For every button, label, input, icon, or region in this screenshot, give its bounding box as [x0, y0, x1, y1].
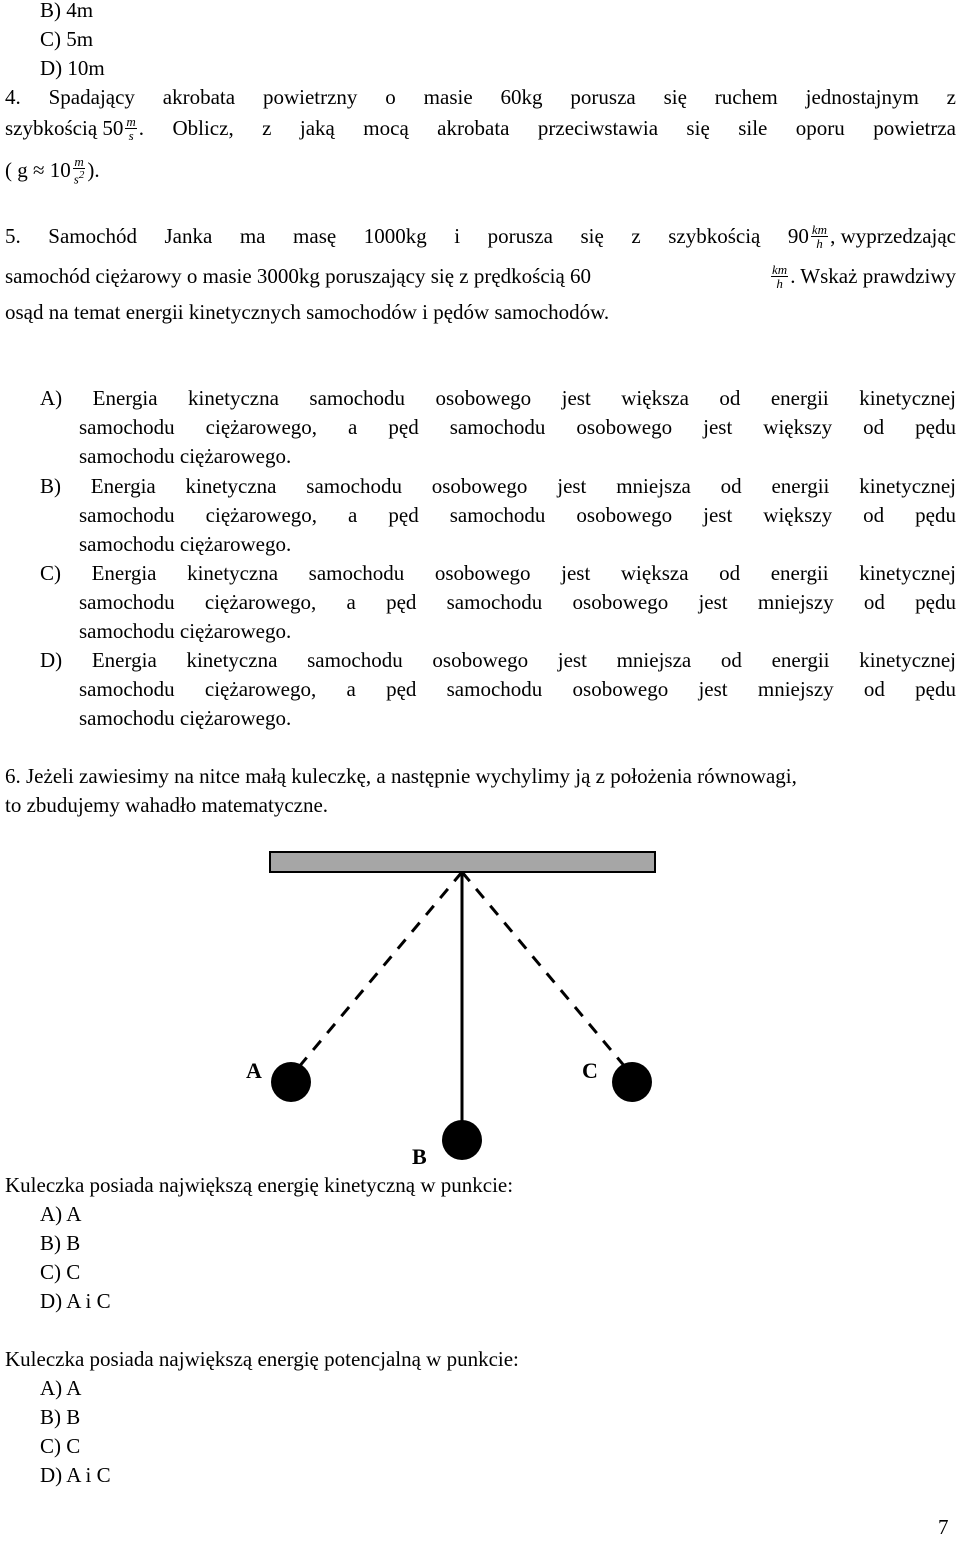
ball-a — [271, 1062, 311, 1102]
q5-line-2-post: . Wskaż prawdziwy — [790, 264, 956, 288]
q3-option-b: B) 4m — [40, 0, 94, 22]
q4-unit-numerator: m — [126, 113, 136, 129]
q3-option-d: D) 10m — [40, 56, 105, 80]
q5-answer-d-line-3: samochodu ciężarowego. — [79, 706, 292, 730]
q3-option-c: C) 5m — [40, 27, 94, 51]
q6-kinetic-question: Kuleczka posiada największą energię kinetyczną w punkcie: — [5, 1173, 514, 1197]
string-c — [462, 872, 626, 1068]
page-number: 7 — [938, 1515, 949, 1539]
q5-line-2-pre: samochód ciężarowy o masie 3000kg poruszający się z prędkością 60 — [5, 264, 592, 288]
q4-gravity-exponent: 2 — [78, 169, 85, 181]
q5-answer-b-line-2: samochodu ciężarowego, a pęd samochodu osobowego jest większy od pędu — [79, 503, 956, 527]
ceiling-bar — [270, 852, 655, 872]
q6-potential-option-c: C) C — [40, 1434, 81, 1458]
q5-answer-a-line-1: A) Energia kinetyczna samochodu osobowego jest większa od energii kinetycznej — [40, 386, 956, 410]
q5-answer-c-line-3: samochodu ciężarowego. — [79, 619, 292, 643]
q5-answer-d-line-2: samochodu ciężarowego, a pęd samochodu osobowego jest mniejszy od pędu — [79, 677, 956, 701]
ball-c — [612, 1062, 652, 1102]
q5-answer-c-line-2: samochodu ciężarowego, a pęd samochodu osobowego jest mniejszy od pędu — [79, 590, 956, 614]
q5-speed-unit-1-num: km — [811, 221, 828, 237]
label-c: C — [582, 1058, 598, 1083]
q5-answer-a-line-3: samochodu ciężarowego. — [79, 444, 292, 468]
q5-answer-c-line-1: C) Energia kinetyczna samochodu osobowego jest większa od energii kinetycznej — [40, 561, 956, 585]
q5-answer-b-line-3: samochodu ciężarowego. — [79, 532, 292, 556]
q5-speed-unit-1-den: h — [816, 235, 823, 251]
q5-speed-unit-2-den: h — [776, 275, 783, 291]
label-a: A — [246, 1058, 262, 1083]
q5-answer-d-line-1: D) Energia kinetyczna samochodu osobowego jest mniejsza od energii kinetycznej — [40, 648, 956, 672]
q4-gravity-den-s: s — [73, 171, 79, 187]
q5-answer-a-line-2: samochodu ciężarowego, a pęd samochodu osobowego jest większy od pędu — [79, 415, 956, 439]
q5-speed-unit-2-num: km — [772, 261, 788, 277]
q4-line-1: 4. Spadający akrobata powietrzny o masie 60kg porusza się ruchem jednostajnym z — [5, 85, 956, 109]
q6-line-1: 6. Jeżeli zawiesimy na nitce małą kuleczkę, a następnie wychylimy ją z położenia równowagi, — [5, 764, 797, 788]
string-a — [298, 872, 462, 1068]
q6-kinetic-option-b: B) B — [40, 1231, 81, 1255]
ball-b — [442, 1120, 482, 1160]
q4-line-2-post: . Oblicz, z jaką mocą akrobata przeciwstawia się sile oporu powietrza — [138, 116, 956, 140]
q6-kinetic-option-d: D) A i C — [40, 1289, 111, 1313]
q4-unit-denominator: s — [128, 127, 134, 143]
q6-line-2: to zbudujemy wahadło matematyczne. — [5, 793, 329, 817]
label-b: B — [412, 1144, 427, 1169]
q5-line-3: osąd na temat energii kinetycznych samochodów i pędów samochodów. — [5, 300, 610, 324]
q4-gravity-open: ( g ≈ 10 — [5, 158, 71, 183]
q6-potential-option-d: D) A i C — [40, 1463, 111, 1487]
q5-line-1-pre: 5. Samochód Janka ma masę 1000kg i porusza się z szybkością 90 — [5, 224, 809, 248]
q5-answer-b-line-1: B) Energia kinetyczna samochodu osobowego jest mniejsza od energii kinetycznej — [40, 474, 956, 498]
q4-line-2-pre: szybkością 50 — [5, 116, 124, 140]
q4-gravity-numerator: m — [74, 154, 84, 169]
q6-potential-question: Kuleczka posiada największą energię potencjalną w punkcie: — [5, 1347, 519, 1371]
q6-kinetic-option-a: A) A — [40, 1202, 82, 1226]
q4-gravity-close: ). — [87, 158, 100, 183]
q6-potential-option-a: A) A — [40, 1376, 82, 1400]
q6-kinetic-option-c: C) C — [40, 1260, 81, 1284]
q5-line-1-post: , wyprzedzając — [830, 224, 956, 248]
q6-potential-option-b: B) B — [40, 1405, 81, 1429]
